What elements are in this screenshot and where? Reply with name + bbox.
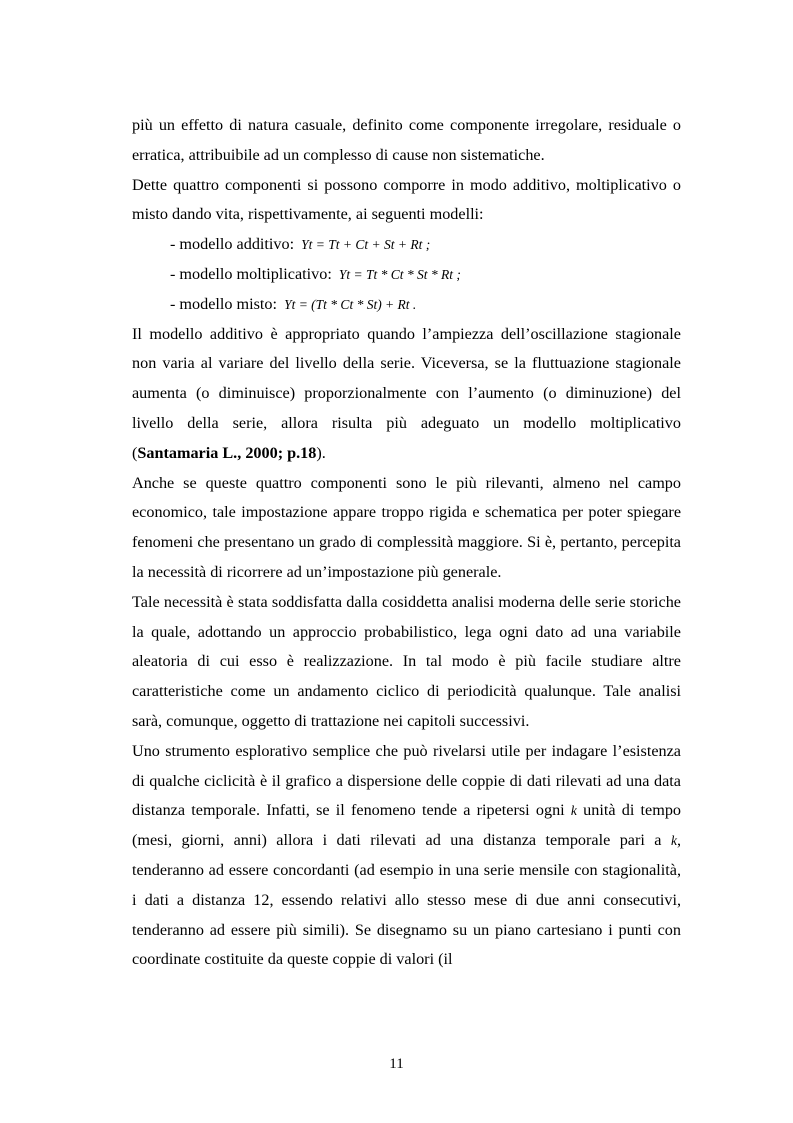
bullet-mixed-label: - modello misto: bbox=[170, 294, 278, 313]
body-text bbox=[132, 111, 681, 975]
paragraph-text: Il modello additivo è appropriato quando l’ampiezza dell’oscillazione stagionale non varia al variare del livello della serie. Viceversa, se la fluttuazione stagionale aumenta (o diminuisce) proporzionalmente con l’aumento (o diminuzione) del livello della serie, allora risulta più adeguato un modello moltiplicativo ( bbox=[132, 324, 681, 462]
paragraph-composition-models: Dette quattro componenti si possono comporre in modo additivo, moltiplicativo o misto dando vita, rispettivamente, ai seguenti modelli: bbox=[132, 175, 681, 224]
multiplicative-formula: Yt = Tt * Ct * St * Rt ; bbox=[338, 266, 461, 282]
math-variable-k: k bbox=[570, 803, 577, 819]
math-variable-k: k bbox=[670, 833, 677, 849]
paragraph-irregular-component: più un effetto di natura casuale, definito come componente irregolare, residuale o erratica, attribuibile ad un complesso di cause non sistematiche. bbox=[132, 116, 681, 164]
mixed-formula: Yt = (Tt * Ct * St) + Rt . bbox=[284, 296, 417, 312]
paragraph-modern-analysis: Tale necessità è stata soddisfatta dalla cosiddetta analisi moderna delle serie storiche la quale, adottando un approccio probabilistico, lega ogni dato ad una variabile aleatoria di cui esso è realizzazione. In tal modo è più facile studiare altre caratteristiche come un andamento ciclico di periodicità qualunque. Tale analisi sarà, comunque, oggetto di trattazione nei capitoli successivi. bbox=[132, 592, 681, 730]
paragraph-text: , tenderanno ad essere concordanti (ad esempio in una serie mensile con stagionalità, i dati a distanza 12, essendo relativi allo stesso mese di due anni consecutivi, tenderanno ad essere più simili). Se disegnamo su un piano cartesiano i punti con coordinate costituite da queste coppie di valori (il bbox=[132, 831, 681, 969]
page-number: 11 bbox=[389, 1056, 404, 1072]
citation: Santamaria L., 2000; p.18 bbox=[137, 443, 317, 462]
paragraph-text: unità di tempo (mesi, giorni, anni) allora i dati rilevati ad una distanza temporale pari a bbox=[132, 801, 682, 850]
bullet-multiplicative-label: - modello moltiplicativo: bbox=[170, 264, 332, 283]
additive-formula: Yt = Tt + Ct + St + Rt ; bbox=[301, 237, 431, 253]
bullet-mixed-model bbox=[132, 290, 681, 320]
paragraph-additive-vs-multiplicative bbox=[132, 320, 681, 469]
bullet-additive-label: - modello additivo: bbox=[170, 235, 295, 254]
paragraph-rigid-approach: Anche se queste quattro componenti sono le più rilevanti, almeno nel campo economico, tale impostazione appare troppo rigida e schematica per poter spiegare fenomeni che presentano un grado di complessità maggiore. Si è, pertanto, percepita la necessità di ricorrere ad un’impostazione più generale. bbox=[132, 473, 681, 581]
bullet-additive-model bbox=[132, 230, 681, 260]
paragraph-scatter-plot bbox=[132, 737, 681, 975]
paragraph-text: ). bbox=[316, 443, 326, 462]
paragraph-text: Uno strumento esplorativo semplice che può rivelarsi utile per indagare l’esistenza di qualche ciclicità è il grafico a dispersione delle coppie di dati rilevati ad una data distanza temporale. Infatti, se il fenomeno tende a ripetersi ogni bbox=[132, 741, 681, 820]
bullet-multiplicative-model bbox=[132, 260, 681, 290]
